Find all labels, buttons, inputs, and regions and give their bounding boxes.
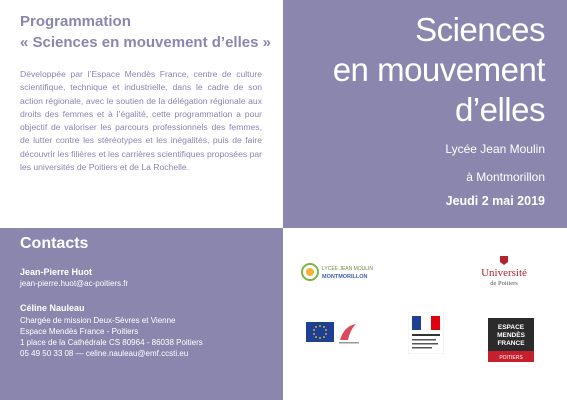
contact-address-2: 1 place de la Cathédrale CS 80964 - 86038 Poitiers [20,338,203,347]
contacts-panel [0,228,283,400]
event-title-line3: d’elles [454,91,545,128]
eu-flag-icon [306,322,334,342]
programme-heading-line2: « Sciences en mouvement d’elles » [20,34,271,51]
contact-name-2: Céline Nauleau [20,303,85,313]
contact-phone-email-2[interactable]: 05 49 50 33 08 — celine.nauleau@emf.ccsti.eu [20,349,189,358]
crest-icon [500,256,508,265]
universite-line1: Université [481,267,527,279]
event-venue: Lycée Jean Moulin [445,142,545,156]
event-title-line2: en mouvement [332,51,545,88]
contact-org-2: Espace Mendès France - Poitiers [20,327,139,336]
programme-heading-line1: Programmation [20,13,131,30]
programme-heading [20,11,271,53]
lycee-logo-city: MONTMORILLON [322,274,368,280]
event-title-line1: Sciences [415,11,545,48]
marianne-icon [408,312,444,354]
contact-name-1: Jean-Pierre Huot [20,267,93,277]
universite-line2: de Poitiers [490,280,518,287]
region-logo [336,320,362,346]
lycee-logo-icon [300,260,420,284]
event-title [333,10,545,130]
contacts-heading: Contacts [20,235,89,252]
contact-role-2: Chargée de mission Deux-Sèvres et Vienne [20,316,176,325]
lycee-logo [300,260,420,284]
universite-logo [474,254,534,290]
programme-description: Développée par l’Espace Mendès France, centre de culture scientifique, technique et industrielle, dans le cadre de son action régionale, avec le soutien de la délégation régionale aux droits des femmes et à l’égalité, cette programmation a pour objectif de valoriser les parcours professionnels des femmes, de lutter contre les stéréotypes et les inégalités, puis de faire découvrir les filières et les carrières scientifiques proposées par les universités de Poitiers et de La Rochelle. [20,69,262,173]
emf-line3: FRANCE [497,340,525,347]
event-date: Jeudi 2 mai 2019 [445,194,545,208]
event-city: à Montmorillon [466,170,545,184]
emf-line2: MENDÈS [497,332,525,339]
emf-line4: POITIERS [499,355,523,361]
emf-line1: ESPACE [497,324,525,331]
emf-logo [488,318,534,362]
lycee-logo-name: LYCÉE JEAN MOULIN [322,266,374,272]
contact-email-1[interactable]: jean-pierre.huot@ac-poitiers.fr [20,279,129,288]
